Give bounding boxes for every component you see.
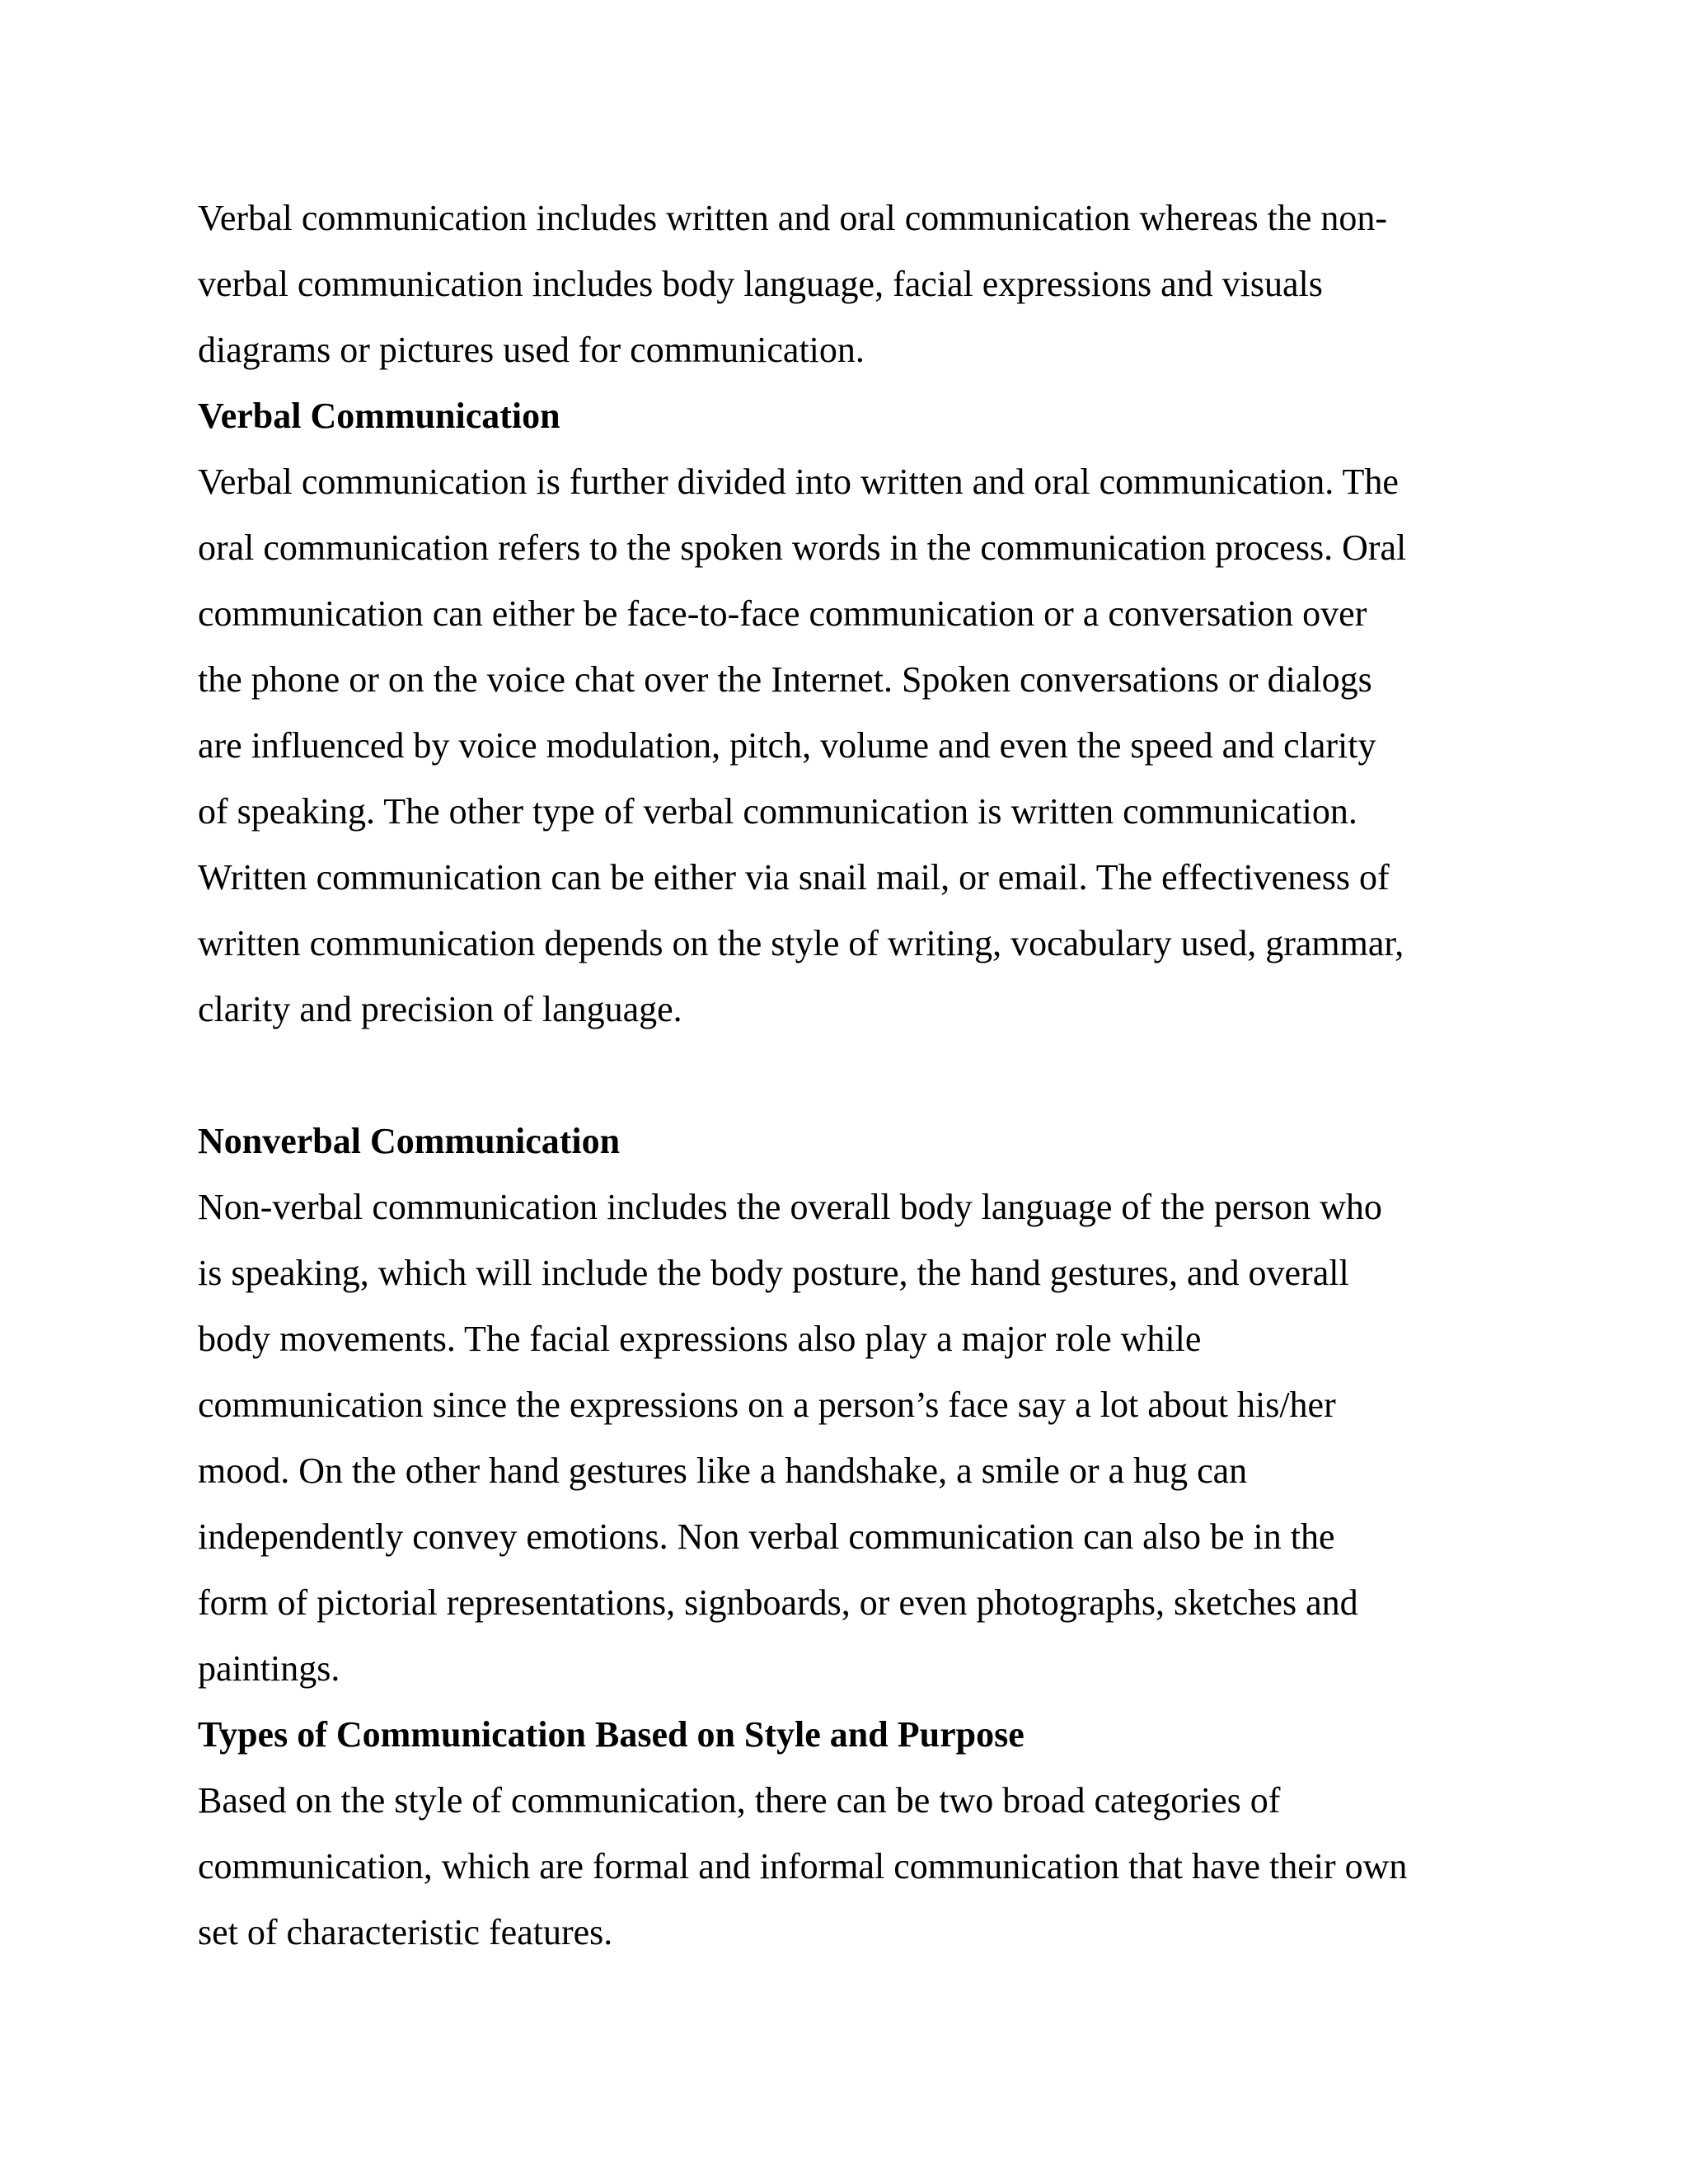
style-purpose-line: Based on the style of communication, there can be two broad categories of: [198, 1780, 1281, 1821]
verbal-line: communication can either be face-to-face communication or a conversation over: [198, 593, 1367, 634]
intro-line: Verbal communication includes written and oral communication whereas the non-: [198, 198, 1387, 238]
section-heading-verbal: Verbal Communication: [198, 396, 560, 436]
verbal-line: clarity and precision of language.: [198, 989, 682, 1029]
verbal-line: Verbal communication is further divided into written and oral communication. The: [198, 462, 1399, 502]
nonverbal-line: form of pictorial representations, signboards, or even photographs, sketches and: [198, 1582, 1358, 1623]
verbal-line: are influenced by voice modulation, pitch, volume and even the speed and clarity: [198, 725, 1376, 766]
intro-line: verbal communication includes body language, facial expressions and visuals: [198, 264, 1323, 304]
style-purpose-line: set of characteristic features.: [198, 1912, 613, 1952]
nonverbal-line: independently convey emotions. Non verbal communication can also be in the: [198, 1516, 1335, 1557]
verbal-line: written communication depends on the style of writing, vocabulary used, grammar,: [198, 923, 1404, 963]
nonverbal-line: is speaking, which will include the body posture, the hand gestures, and overall: [198, 1253, 1349, 1293]
verbal-line: Written communication can be either via snail mail, or email. The effectiveness of: [198, 857, 1390, 898]
nonverbal-line: paintings.: [198, 1648, 340, 1689]
style-purpose-line: communication, which are formal and informal communication that have their own: [198, 1846, 1408, 1886]
verbal-line: oral communication refers to the spoken words in the communication process. Oral: [198, 527, 1407, 568]
nonverbal-line: communication since the expressions on a person’s face say a lot about his/her: [198, 1385, 1336, 1425]
nonverbal-line: mood. On the other hand gestures like a handshake, a smile or a hug can: [198, 1451, 1248, 1491]
nonverbal-line: body movements. The facial expressions also play a major role while: [198, 1319, 1202, 1359]
intro-line: diagrams or pictures used for communication.: [198, 330, 865, 370]
verbal-line: the phone or on the voice chat over the Internet. Spoken conversations or dialogs: [198, 659, 1372, 700]
nonverbal-line: Non-verbal communication includes the overall body language of the person who: [198, 1187, 1382, 1227]
section-heading-style-purpose: Types of Communication Based on Style and Purpose: [198, 1714, 1025, 1755]
section-heading-nonverbal: Nonverbal Communication: [198, 1121, 621, 1161]
verbal-line: of speaking. The other type of verbal communication is written communication.: [198, 791, 1357, 832]
